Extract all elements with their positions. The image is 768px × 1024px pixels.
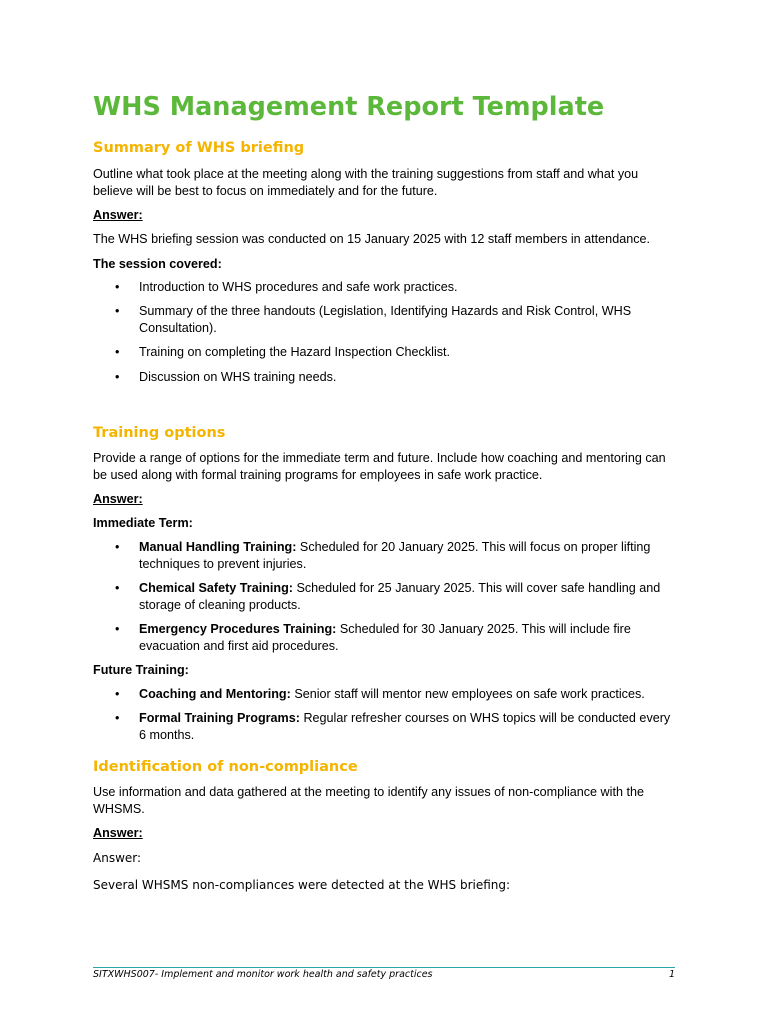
training-heading: Training options	[93, 425, 226, 441]
future-training-label: Future Training:	[93, 663, 189, 677]
footer-page-number: 1	[668, 969, 675, 980]
bullet-icon: •	[115, 304, 120, 318]
document-title: WHS Management Report Template	[93, 92, 605, 122]
immediate-term-label: Immediate Term:	[93, 516, 193, 530]
noncompliance-heading: Identification of non-compliance	[93, 759, 358, 775]
noncompliance-instruction: Use information and data gathered at the meeting to identify any issues of non-compliance with the WHSMS.	[93, 785, 644, 816]
summary-instruction: Outline what took place at the meeting along with the training suggestions from staff and what you believe will be best to focus on immediately and for the future.	[93, 167, 639, 198]
training-instruction: Provide a range of options for the immediate term and future. Include how coaching and mentoring can be used along with formal training programs for employees in safe work practice.	[93, 451, 666, 482]
footer-course-title: SITXWHS007- Implement and monitor work health and safety practices	[93, 969, 433, 980]
bullet-icon: •	[115, 540, 120, 554]
bullet-icon: •	[115, 280, 120, 294]
bullet-icon: •	[115, 687, 120, 701]
bullet-icon: •	[115, 370, 120, 384]
noncompliance-detected-text: Several WHSMS non-compliances were detected at the WHS briefing:	[93, 878, 511, 892]
bullet-icon: •	[115, 581, 120, 595]
noncompliance-answer-label: Answer:	[93, 826, 143, 840]
bullet-icon: •	[115, 345, 120, 359]
session-covered-label: The session covered:	[93, 257, 222, 271]
summary-heading: Summary of WHS briefing	[93, 140, 305, 156]
footer-rule	[93, 967, 675, 968]
training-answer-label: Answer:	[93, 492, 143, 506]
bullet-icon: •	[115, 711, 120, 725]
summary-answer-label: Answer:	[93, 208, 143, 222]
summary-answer-text: The WHS briefing session was conducted on 15 January 2025 with 12 staff members in attendance.	[93, 232, 651, 246]
document-page: WHS Management Report Template Summary of WHS briefing Outline what took place at the meeting along with the training suggestions from staff and what you believe will be best to focus on immediately and for the future. Answer: The WHS briefing session was conducted on 15 January 2025 with 12 staff members in attendance. The session covered: • Introduction to WHS procedures and safe work practices. • Summary of the three handouts (Legislation, Identifying Hazards and Risk Control, WHS Consultation). • Training on completing the Hazard Inspection Checklist. • Discussion on WHS training needs. Training options Provide a range of options for the immediate term and future. Include how coaching and mentoring can be used along with formal training programs for employees in safe work practice. Answer: Immediate Term: • Manual Handling Training: Scheduled for 20 January 2025. This will focus on proper lifting techniques to prevent injuries. • Chemical Safety Training: Scheduled for 25 January 2025. This will cover safe handling and storage of cleaning products. • Emergency Procedures Training: Scheduled for 30 January 2025. This will include fire evacuation and first aid procedures. Future Training: • Coaching and Mentoring: Senior staff will mentor new employees on safe work practices. • Formal Training Programs: Regular refresher courses on WHS topics will be conducted every 6 months. Identification of non-compliance Use information and data gathered at the meeting to identify any issues of non-compliance with the WHSMS. Answer: Answer: Several WHSMS non-compliances were detected at the WHS briefing:	[93, 0, 678, 1024]
bullet-icon: •	[115, 622, 120, 636]
noncompliance-answer-plain: Answer:	[93, 851, 142, 865]
